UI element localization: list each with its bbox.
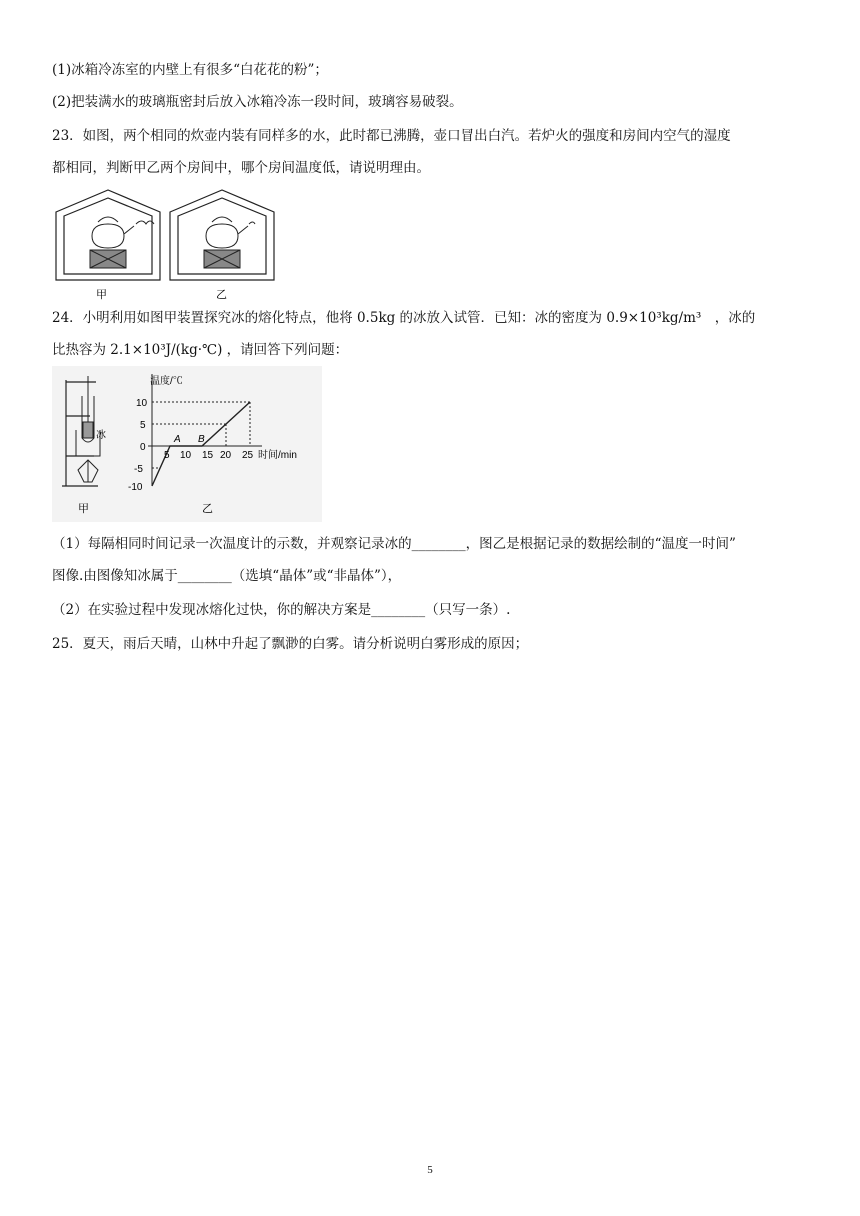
y-tick: -10	[128, 482, 143, 493]
y-tick: 5	[140, 420, 146, 431]
burner	[78, 460, 98, 482]
y-tick: 10	[136, 398, 148, 409]
kettle-left	[92, 217, 154, 248]
point-b-label: B	[198, 434, 205, 445]
y-tick: 0	[140, 442, 146, 453]
kettle-right	[206, 217, 255, 248]
x-tick: 20	[220, 450, 232, 461]
question-24-part-1-line-2: 图像.由图像知冰属于________（选填“晶体”或“非晶体”），	[52, 568, 402, 584]
x-axis-label: 时间/min	[258, 450, 297, 461]
stove-left	[90, 250, 126, 268]
houses-figure	[52, 186, 282, 304]
answer-item-1: (1)冰箱冷冻室的内壁上有很多“白花花的粉”；	[52, 62, 328, 78]
answer-item-2: (2)把装满水的玻璃瓶密封后放入冰箱冷冻一段时间，玻璃容易破裂。	[52, 94, 463, 110]
question-23-line-2: 都相同，判断甲乙两个房间中，哪个房间温度低，请说明理由。	[52, 160, 430, 176]
x-tick: 10	[180, 450, 192, 461]
experiment-figure	[52, 366, 322, 522]
apparatus-label: 甲	[78, 503, 89, 515]
graph-label: 乙	[202, 503, 213, 515]
page-number: 5	[427, 1164, 433, 1176]
graph	[148, 374, 262, 486]
stove-right	[204, 250, 240, 268]
x-tick: 25	[242, 450, 254, 461]
test-tube	[82, 376, 94, 442]
x-tick: 15	[202, 450, 214, 461]
question-25: 25．夏天，雨后天晴，山林中升起了飘渺的白雾。请分析说明白雾形成的原因；	[52, 636, 529, 652]
question-24-line-2: 比热容为 2.1×10³J/(kg·℃) ，请回答下列问题：	[52, 342, 349, 358]
house-left-label: 甲	[96, 289, 107, 301]
x-tick: 5	[164, 450, 170, 461]
question-24-part-2: （2）在实验过程中发现冰熔化过快，你的解决方案是________（只写一条）.	[52, 602, 511, 618]
ice-label: 冰	[96, 430, 106, 441]
question-24-part-1-line-1: （1）每隔相同时间记录一次温度计的示数，并观察记录冰的________，图乙是根据记录的数据绘制的“温度一时间”	[52, 536, 736, 552]
point-a-label: A	[174, 434, 181, 445]
y-tick: -5	[134, 464, 143, 475]
question-24-line-1: 24．小明利用如图甲装置探究冰的熔化特点，他将 0.5kg 的冰放入试管．已知：冰的密度为 0.9×10³kg/m³ ，冰的	[52, 310, 756, 326]
question-23-line-1: 23．如图，两个相同的炊壶内装有同样多的水，此时都已沸腾，壶口冒出白汽。若炉火的强度和房间内空气的湿度	[52, 128, 731, 144]
y-axis-label: 温度/℃	[150, 376, 183, 387]
house-right-label: 乙	[216, 289, 227, 301]
